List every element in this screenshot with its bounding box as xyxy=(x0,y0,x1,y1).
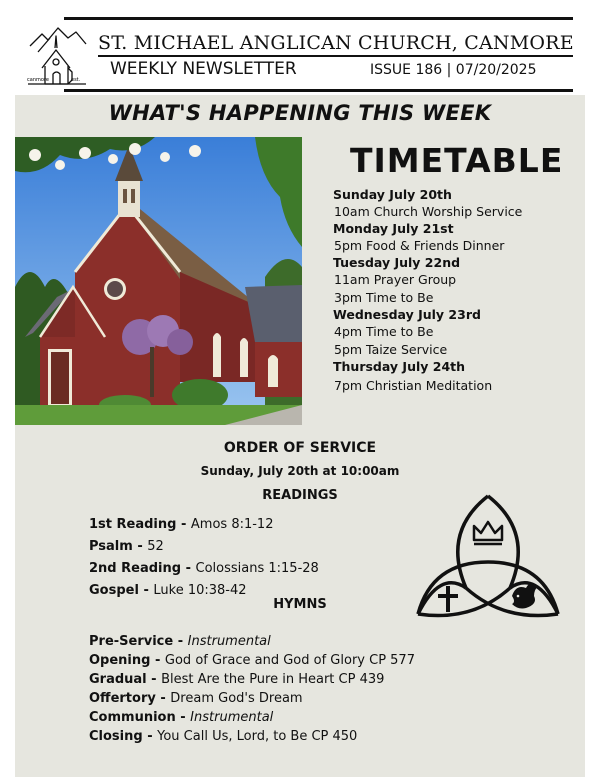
church-photo-icon xyxy=(15,137,302,425)
readings-list xyxy=(89,514,319,602)
reading-item: Psalm - 52 xyxy=(89,539,164,554)
hymn-label: Opening xyxy=(89,653,151,668)
reading-label: Gospel xyxy=(89,583,139,598)
reading-item: Gospel - Luke 10:38-42 xyxy=(89,583,247,598)
church-name: ST. MICHAEL ANGLICAN CHURCH, CANMORE xyxy=(98,32,574,54)
hymn-value: Dream God's Dream xyxy=(170,691,303,706)
reading-label: 1st Reading xyxy=(89,517,177,532)
header-bottom-rule xyxy=(64,89,573,92)
issue-number-date: ISSUE 186 | 07/20/2025 xyxy=(370,62,537,78)
crown-icon xyxy=(474,522,502,544)
timetable-day: Monday July 21st xyxy=(333,221,454,236)
hymn-item: Communion - Instrumental xyxy=(89,710,274,725)
reading-label: Psalm xyxy=(89,539,133,554)
hymn-value: Instrumental xyxy=(190,710,274,725)
timetable-day: Sunday July 20th xyxy=(333,187,452,202)
reading-value: Colossians 1:15-28 xyxy=(195,561,319,576)
hymn-label: Offertory xyxy=(89,691,156,706)
church-photo xyxy=(15,137,302,425)
timetable-event: 11am Prayer Group xyxy=(334,272,457,287)
timetable-event: 5pm Food & Friends Dinner xyxy=(334,238,505,253)
header-top-rule xyxy=(64,17,573,20)
header-mid-rule xyxy=(98,55,573,57)
hymn-item: Offertory - Dream God's Dream xyxy=(89,691,303,706)
hymn-value: God of Grace and God of Glory CP 577 xyxy=(164,653,415,668)
svg-text:est.: est. xyxy=(71,77,81,83)
hymns-list xyxy=(89,632,415,746)
timetable-event: 7pm Christian Meditation xyxy=(334,378,493,393)
trinity-crown-cross-dove-icon xyxy=(412,492,564,624)
newsletter-title: WEEKLY NEWSLETTER xyxy=(110,59,297,79)
hymn-label: Pre-Service xyxy=(89,634,174,649)
timetable-list xyxy=(333,186,583,394)
reading-item: 2nd Reading - Colossians 1:15-28 xyxy=(89,561,319,576)
dove-icon xyxy=(512,583,538,608)
timetable-day: Tuesday July 22nd xyxy=(333,255,461,270)
cross-icon xyxy=(438,586,458,612)
hymn-label: Communion xyxy=(89,710,176,725)
hymn-item: Pre-Service - Instrumental xyxy=(89,634,271,649)
reading-value: 52 xyxy=(147,539,164,554)
hymn-label: Gradual xyxy=(89,672,147,687)
reading-value: Luke 10:38-42 xyxy=(153,583,247,598)
readings-title: READINGS xyxy=(262,488,338,503)
timetable-event: 10am Church Worship Service xyxy=(334,204,523,219)
timetable-event: 4pm Time to Be xyxy=(334,324,434,339)
timetable-event: 5pm Taize Service xyxy=(334,342,448,357)
reading-label: 2nd Reading xyxy=(89,561,182,576)
timetable-day: Wednesday July 23rd xyxy=(333,307,481,322)
church-sketch-logo-icon xyxy=(24,22,90,88)
hymn-value: Instrumental xyxy=(187,634,271,649)
hymn-item: Gradual - Blest Are the Pure in Heart CP 439 xyxy=(89,672,385,687)
hymn-value: Blest Are the Pure in Heart CP 439 xyxy=(161,672,385,687)
banner-title: WHAT'S HAPPENING THIS WEEK xyxy=(108,101,492,125)
svg-text:canmore: canmore xyxy=(27,77,49,83)
timetable-title: TIMETABLE xyxy=(350,141,564,180)
order-of-service-title: ORDER OF SERVICE xyxy=(223,440,377,456)
hymn-item: Closing - You Call Us, Lord, to Be CP 450 xyxy=(89,729,358,744)
hymns-title: HYMNS xyxy=(273,597,327,612)
reading-value: Amos 8:1-12 xyxy=(190,517,274,532)
hymn-item: Opening - God of Grace and God of Glory CP 577 xyxy=(89,653,415,668)
hymn-value: You Call Us, Lord, to Be CP 450 xyxy=(157,729,358,744)
reading-item: 1st Reading - Amos 8:1-12 xyxy=(89,517,274,532)
newsletter-header xyxy=(0,0,600,92)
service-date: Sunday, July 20th at 10:00am xyxy=(200,464,400,478)
hymn-label: Closing xyxy=(89,729,143,744)
section-banner xyxy=(15,95,585,132)
timetable-day: Thursday July 24th xyxy=(333,359,466,374)
timetable-event: 3pm Time to Be xyxy=(334,290,434,305)
